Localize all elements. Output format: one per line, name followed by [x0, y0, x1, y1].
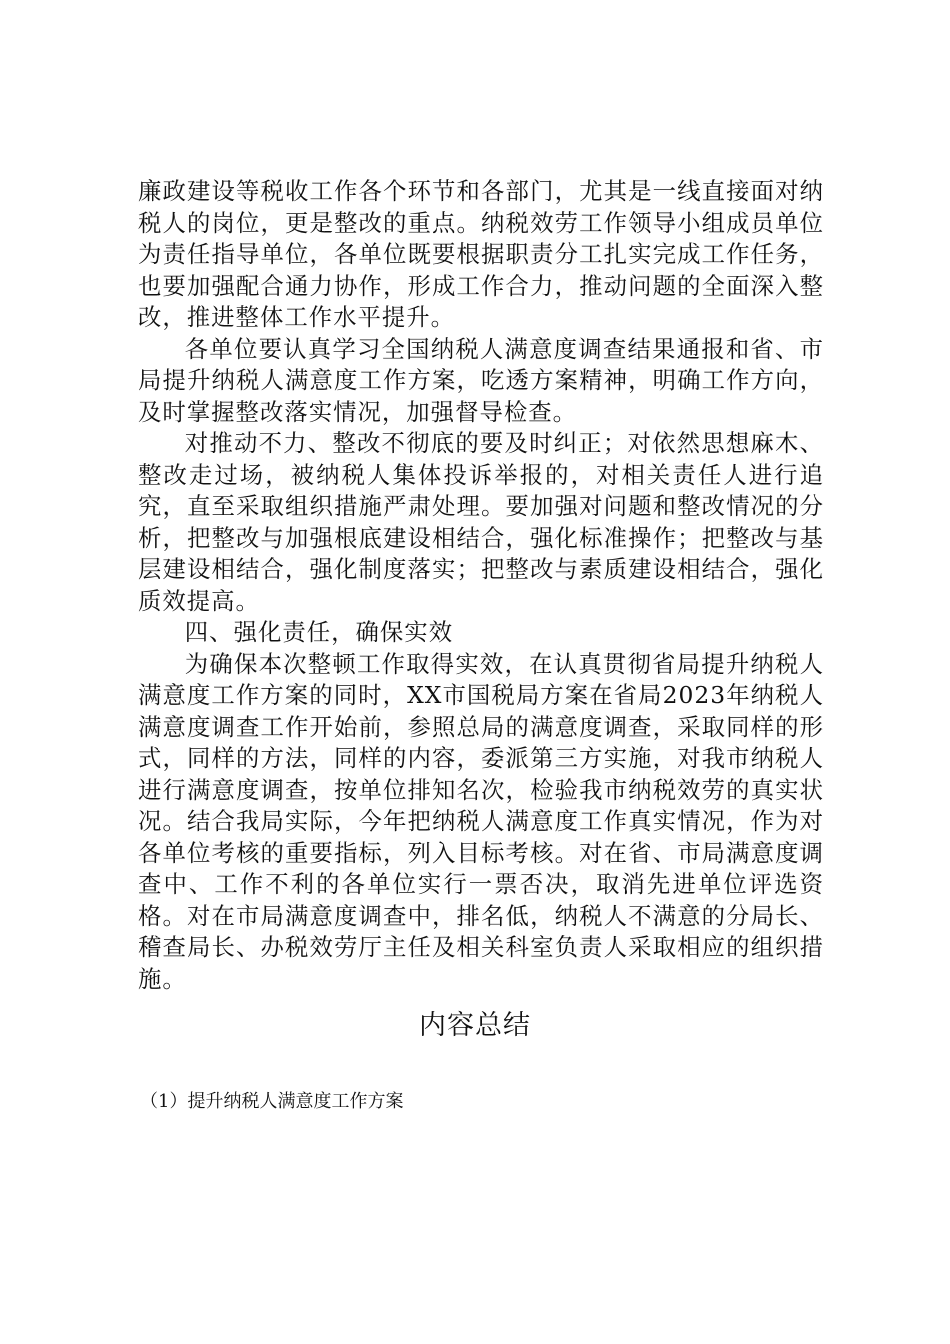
paragraph: 各单位要认真学习全国纳税人满意度调查结果通报和省、市局提升纳税人满意度工作方案，吃透方案精神，明确工作方向，及时掌握整改落实情况，加强督导检查。	[138, 334, 824, 426]
document-body	[138, 176, 824, 995]
paragraph: 对推动不力、整改不彻底的要及时纠正；对依然思想麻木、整改走过场，被纳税人集体投诉举报的，对相关责任人进行追究，直至采取组织措施严肃处理。要加强对问题和整改情况的分析，把整改与加强根底建设相结合，强化标准操作；把整改与基层建设相结合，强化制度落实；把整改与素质建设相结合，强化质效提高。	[138, 429, 824, 615]
summary-title: 内容总结	[419, 1010, 531, 1041]
section-heading: 四、强化责任，确保实效	[184, 618, 454, 646]
paragraph: 为确保本次整顿工作取得实效，在认真贯彻省局提升纳税人满意度工作方案的同时，XX市国税局方案在省局2023年纳税人满意度调查工作开始前，参照总局的满意度调查，采取同样的形式，同样的方法，同样的内容，委派第三方实施，对我市纳税人进行满意度调查，按单位排知名次，检验我市纳税效劳的真实状况。结合我局实际，今年把纳税人满意度工作真实情况，作为对各单位考核的重要指标，列入目标考核。对在省、市局满意度调查中、工作不利的各单位实行一票否决，取消先进单位评选资格。对在市局满意度调查中，排名低，纳税人不满意的分局长、稽查局长、办税效劳厅主任及相关科室负责人采取相应的组织措施。	[138, 649, 824, 993]
summary-item: （1）提升纳税人满意度工作方案	[140, 1091, 404, 1112]
paragraph-continued: 廉政建设等税收工作各个环节和各部门，尤其是一线直接面对纳税人的岗位，更是整改的重点。纳税效劳工作领导小组成员单位为责任指导单位，各单位既要根据职责分工扎实完成工作任务，也要加强配合通力协作，形成工作合力，推动问题的全面深入整改，推进整体工作水平提升。	[138, 177, 824, 331]
